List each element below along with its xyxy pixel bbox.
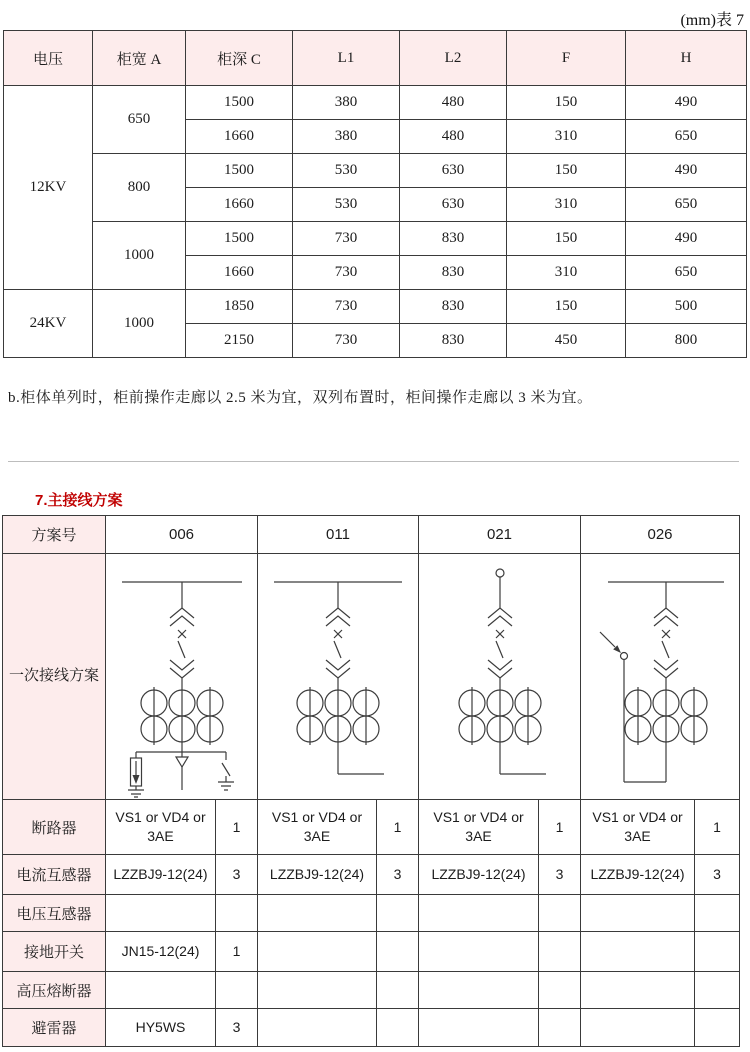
equipment-qty bbox=[539, 972, 581, 1009]
dim-cell: 630 bbox=[400, 154, 507, 188]
equipment-qty bbox=[695, 895, 740, 932]
dim-cell: 1500 bbox=[186, 222, 293, 256]
dim-cell: 1500 bbox=[186, 154, 293, 188]
equipment-model bbox=[106, 895, 216, 932]
equipment-qty: 1 bbox=[377, 800, 419, 855]
dim-cell: 150 bbox=[507, 154, 626, 188]
equipment-qty bbox=[539, 895, 581, 932]
diagram-row-label: 一次接线方案 bbox=[3, 554, 106, 800]
dim-header-voltage: 电压 bbox=[4, 31, 93, 86]
dim-cell: 150 bbox=[507, 290, 626, 324]
dim-header-width-a: 柜宽 A bbox=[93, 31, 186, 86]
dim-header-row bbox=[4, 31, 747, 86]
equipment-model bbox=[258, 972, 377, 1009]
equipment-model: VS1 or VD4 or 3AE bbox=[258, 800, 377, 855]
width-cell-800: 800 bbox=[93, 154, 186, 222]
equipment-model: VS1 or VD4 or 3AE bbox=[106, 800, 216, 855]
diagram-row bbox=[3, 554, 740, 800]
equipment-qty: 3 bbox=[695, 855, 740, 895]
equipment-row-hv-fuse bbox=[3, 972, 740, 1009]
equipment-model bbox=[581, 932, 695, 972]
equipment-row-arrester bbox=[3, 1009, 740, 1047]
equipment-qty: 3 bbox=[377, 855, 419, 895]
dim-header-h: H bbox=[626, 31, 747, 86]
equipment-label: 电流互感器 bbox=[3, 855, 106, 895]
scheme-026-diagram-cell bbox=[581, 554, 740, 800]
dim-cell: 630 bbox=[400, 188, 507, 222]
equipment-qty bbox=[216, 895, 258, 932]
equipment-model: JN15-12(24) bbox=[106, 932, 216, 972]
dim-cell: 310 bbox=[507, 188, 626, 222]
scheme-number-026: 026 bbox=[581, 516, 740, 554]
equipment-model bbox=[419, 895, 539, 932]
dim-cell: 730 bbox=[293, 222, 400, 256]
table-caption: (mm)表 7 bbox=[680, 12, 744, 29]
dim-cell: 830 bbox=[400, 256, 507, 290]
dim-cell: 1850 bbox=[186, 290, 293, 324]
dim-cell: 490 bbox=[626, 86, 747, 120]
equipment-model: HY5WS bbox=[106, 1009, 216, 1047]
equipment-model bbox=[419, 932, 539, 972]
equipment-model bbox=[581, 1009, 695, 1047]
dim-cell: 380 bbox=[293, 86, 400, 120]
section-heading: 7.主接线方案 bbox=[35, 492, 123, 509]
dim-cell: 1660 bbox=[186, 188, 293, 222]
equipment-qty: 3 bbox=[216, 855, 258, 895]
equipment-qty: 1 bbox=[539, 800, 581, 855]
equipment-qty bbox=[377, 972, 419, 1009]
equipment-label: 避雷器 bbox=[3, 1009, 106, 1047]
equipment-qty: 1 bbox=[695, 800, 740, 855]
equipment-qty: 3 bbox=[539, 855, 581, 895]
equipment-row-breaker bbox=[3, 800, 740, 855]
equipment-qty: 1 bbox=[216, 800, 258, 855]
dim-cell: 310 bbox=[507, 120, 626, 154]
scheme-011-diagram bbox=[260, 556, 416, 798]
equipment-model bbox=[258, 1009, 377, 1047]
equipment-label: 高压熔断器 bbox=[3, 972, 106, 1009]
equipment-model: VS1 or VD4 or 3AE bbox=[581, 800, 695, 855]
dim-cell: 650 bbox=[626, 256, 747, 290]
equipment-model bbox=[258, 932, 377, 972]
equipment-row-earthing-switch bbox=[3, 932, 740, 972]
dim-cell: 2150 bbox=[186, 324, 293, 358]
equipment-qty: 3 bbox=[216, 1009, 258, 1047]
voltage-cell-12kv: 12KV bbox=[4, 86, 93, 290]
dim-cell: 800 bbox=[626, 324, 747, 358]
equipment-qty bbox=[539, 932, 581, 972]
scheme-021-diagram bbox=[422, 556, 578, 798]
equipment-label: 电压互感器 bbox=[3, 895, 106, 932]
note-b-text: b.柜体单列时，柜前操作走廊以 2.5 米为宜，双列布置时，柜间操作走廊以 3 米为宜。 bbox=[8, 390, 593, 406]
dim-cell: 480 bbox=[400, 86, 507, 120]
width-cell-1000: 1000 bbox=[93, 222, 186, 290]
equipment-model: LZZBJ9-12(24) bbox=[581, 855, 695, 895]
table-row bbox=[4, 290, 747, 324]
equipment-qty bbox=[695, 1009, 740, 1047]
equipment-qty bbox=[377, 895, 419, 932]
scheme-011-diagram-cell bbox=[258, 554, 419, 800]
equipment-model bbox=[581, 972, 695, 1009]
dim-cell: 310 bbox=[507, 256, 626, 290]
scheme-header-row bbox=[3, 516, 740, 554]
section-divider bbox=[8, 461, 739, 462]
dim-cell: 830 bbox=[400, 324, 507, 358]
equipment-model bbox=[419, 972, 539, 1009]
dim-cell: 1500 bbox=[186, 86, 293, 120]
dim-cell: 650 bbox=[626, 120, 747, 154]
equipment-model: LZZBJ9-12(24) bbox=[106, 855, 216, 895]
equipment-qty bbox=[695, 972, 740, 1009]
dim-cell: 450 bbox=[507, 324, 626, 358]
equipment-qty bbox=[377, 932, 419, 972]
equipment-row-current-transformer bbox=[3, 855, 740, 895]
equipment-model: LZZBJ9-12(24) bbox=[419, 855, 539, 895]
equipment-row-voltage-transformer bbox=[3, 895, 740, 932]
equipment-qty bbox=[695, 932, 740, 972]
width-cell-650: 650 bbox=[93, 86, 186, 154]
equipment-model bbox=[258, 895, 377, 932]
equipment-model bbox=[106, 972, 216, 1009]
equipment-qty bbox=[216, 972, 258, 1009]
dim-header-depth-c: 柜深 C bbox=[186, 31, 293, 86]
dim-cell: 150 bbox=[507, 86, 626, 120]
scheme-006-diagram-cell bbox=[106, 554, 258, 800]
scheme-021-diagram-cell bbox=[419, 554, 581, 800]
dim-cell: 730 bbox=[293, 290, 400, 324]
dim-cell: 530 bbox=[293, 154, 400, 188]
dim-cell: 830 bbox=[400, 222, 507, 256]
scheme-number-021: 021 bbox=[419, 516, 581, 554]
table-row bbox=[4, 154, 747, 188]
scheme-026-diagram bbox=[584, 556, 736, 798]
dim-cell: 500 bbox=[626, 290, 747, 324]
scheme-number-006: 006 bbox=[106, 516, 258, 554]
equipment-model bbox=[581, 895, 695, 932]
scheme-table bbox=[2, 515, 740, 1047]
equipment-model: LZZBJ9-12(24) bbox=[258, 855, 377, 895]
equipment-qty bbox=[539, 1009, 581, 1047]
scheme-number-011: 011 bbox=[258, 516, 419, 554]
dim-cell: 650 bbox=[626, 188, 747, 222]
table-row bbox=[4, 86, 747, 120]
table-row bbox=[4, 222, 747, 256]
scheme-corner-label: 方案号 bbox=[3, 516, 106, 554]
equipment-model: VS1 or VD4 or 3AE bbox=[419, 800, 539, 855]
equipment-model bbox=[419, 1009, 539, 1047]
dim-cell: 530 bbox=[293, 188, 400, 222]
equipment-label: 接地开关 bbox=[3, 932, 106, 972]
dim-cell: 480 bbox=[400, 120, 507, 154]
equipment-qty: 1 bbox=[216, 932, 258, 972]
dim-cell: 490 bbox=[626, 222, 747, 256]
dim-cell: 730 bbox=[293, 324, 400, 358]
dim-cell: 150 bbox=[507, 222, 626, 256]
width-cell-1000-24kv: 1000 bbox=[93, 290, 186, 358]
dim-cell: 830 bbox=[400, 290, 507, 324]
dimension-table bbox=[3, 30, 747, 358]
dim-cell: 380 bbox=[293, 120, 400, 154]
dim-cell: 730 bbox=[293, 256, 400, 290]
dim-cell: 1660 bbox=[186, 256, 293, 290]
dim-header-l2: L2 bbox=[400, 31, 507, 86]
dim-cell: 490 bbox=[626, 154, 747, 188]
voltage-cell-24kv: 24KV bbox=[4, 290, 93, 358]
scheme-006-diagram bbox=[108, 556, 256, 798]
dim-cell: 1660 bbox=[186, 120, 293, 154]
dim-header-f: F bbox=[507, 31, 626, 86]
equipment-label: 断路器 bbox=[3, 800, 106, 855]
dim-header-l1: L1 bbox=[293, 31, 400, 86]
equipment-qty bbox=[377, 1009, 419, 1047]
